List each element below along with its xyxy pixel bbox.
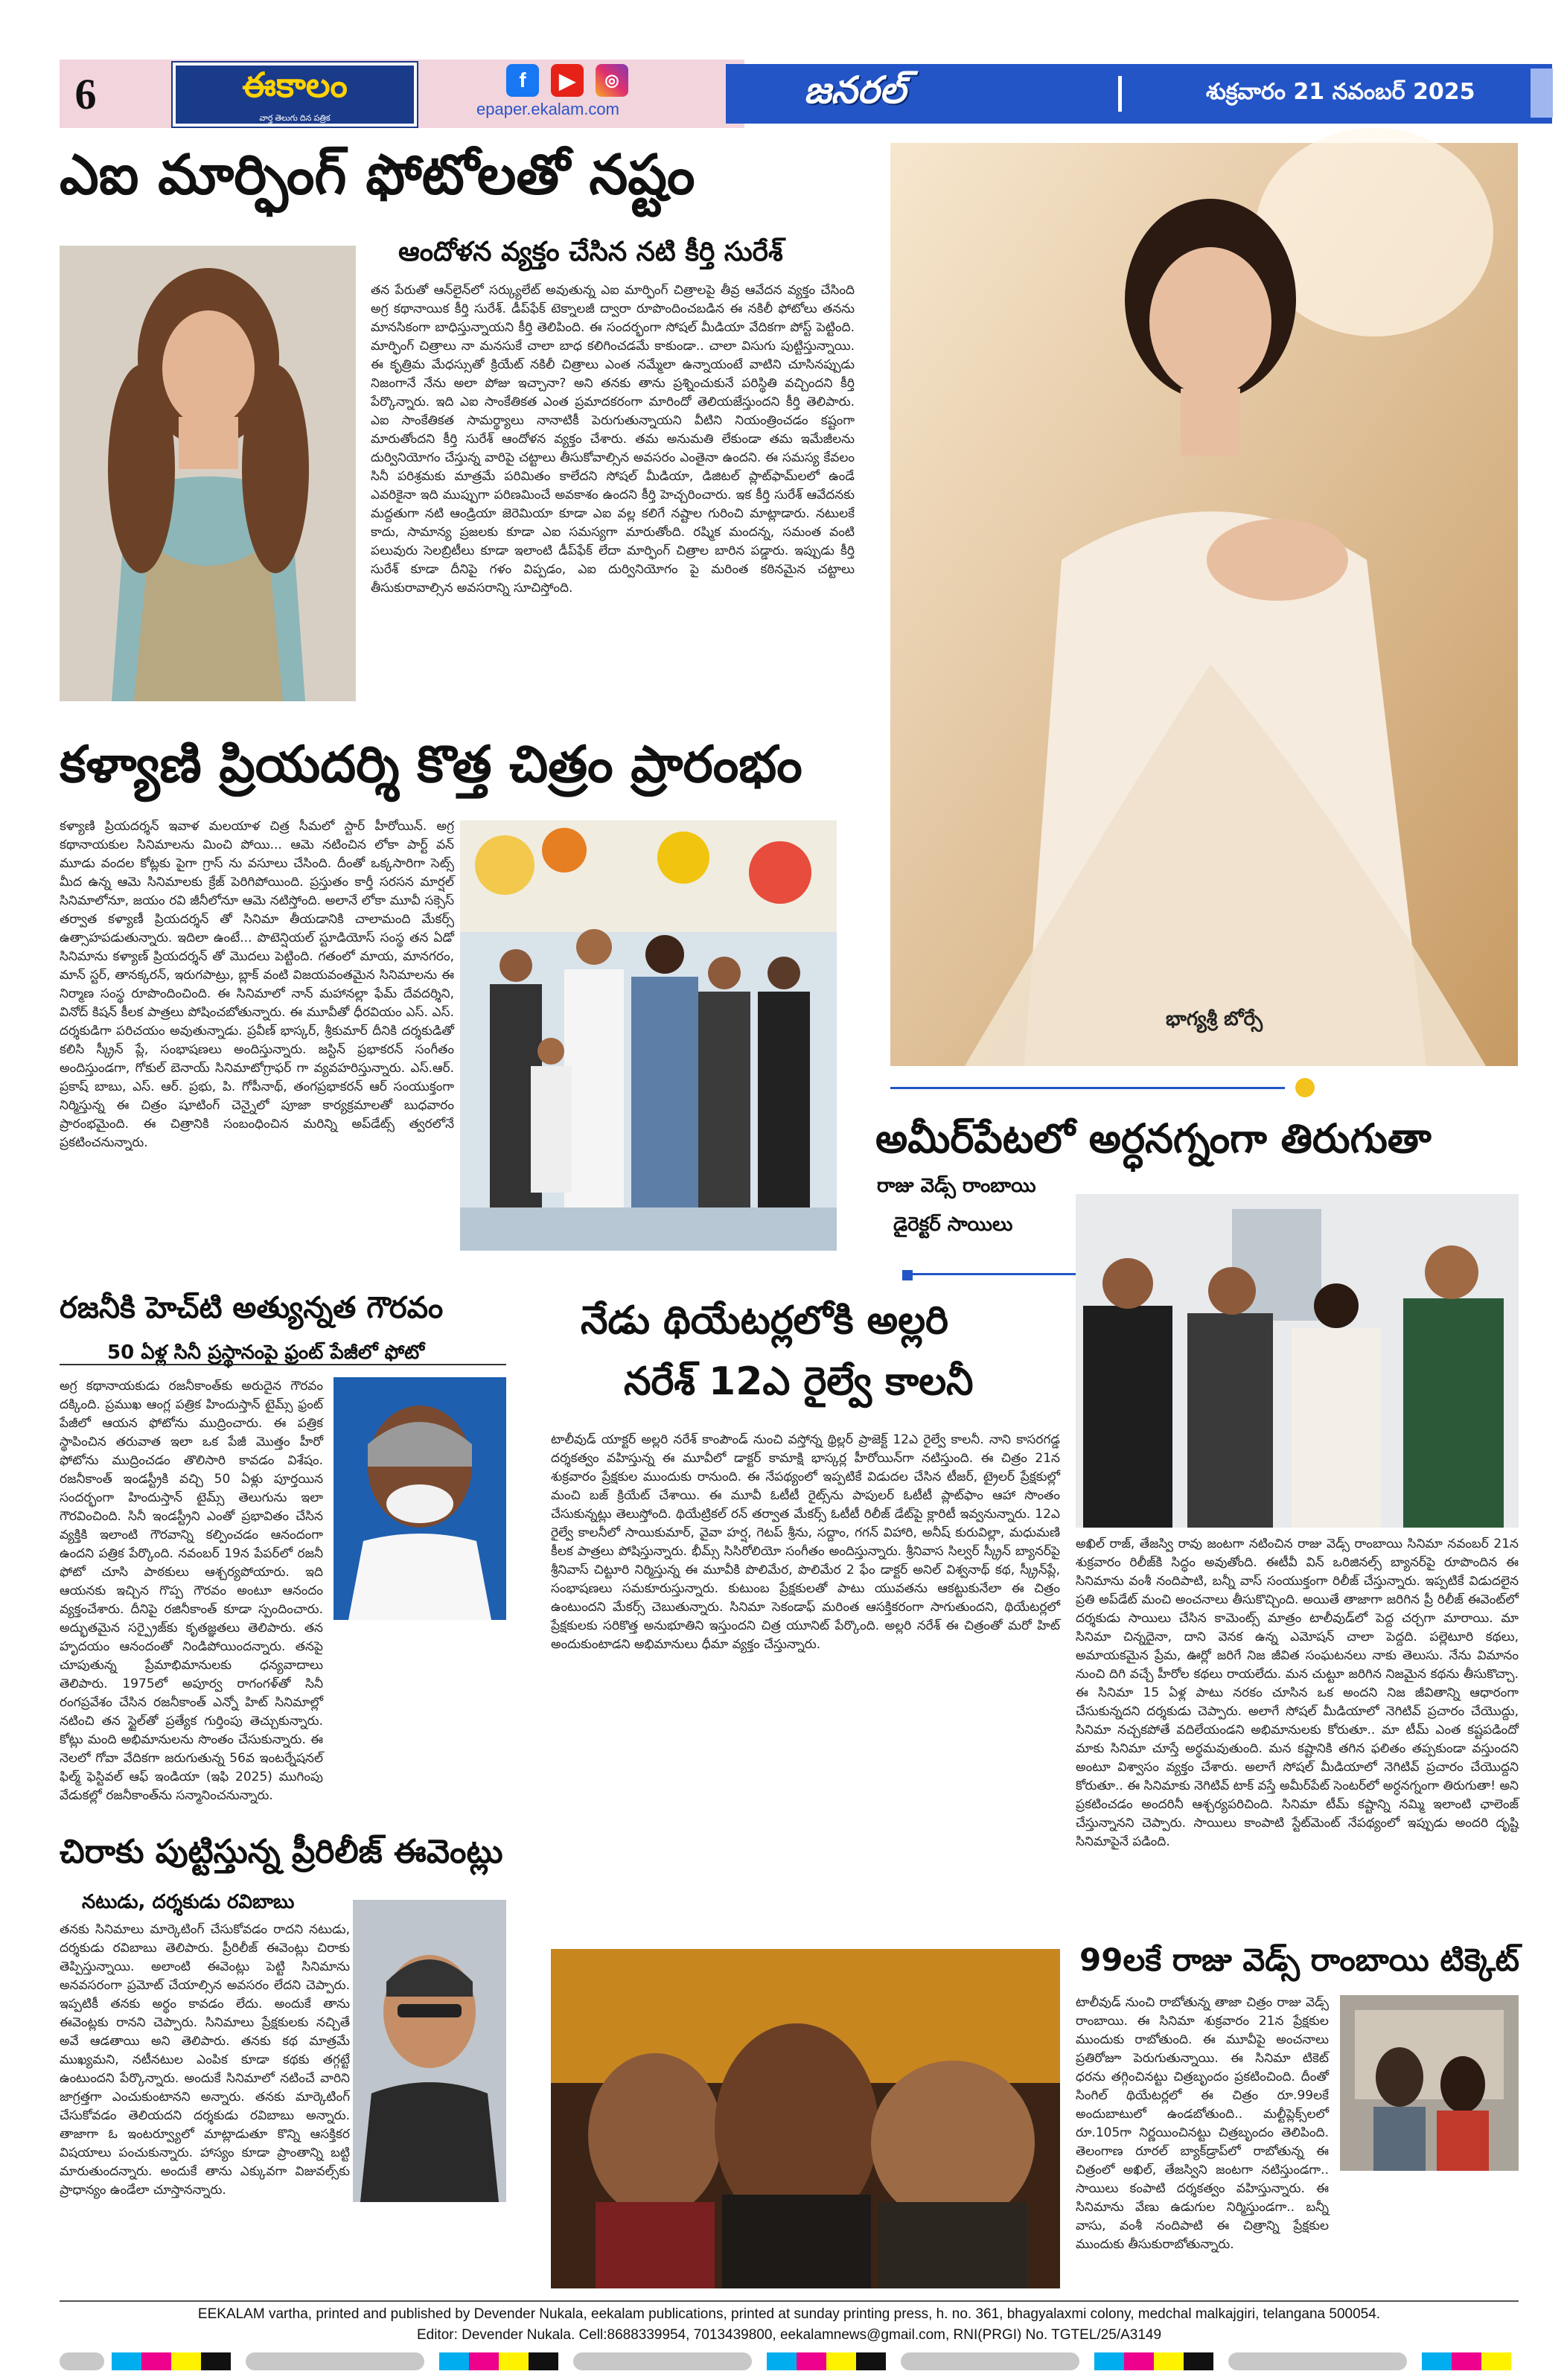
keerthy-suresh-photo: [60, 246, 356, 701]
section-divider: [890, 1087, 1285, 1089]
logo-text: ఈకాలం: [242, 65, 348, 104]
instagram-icon[interactable]: ◎: [596, 64, 628, 97]
article1-headline: ఎఐ మార్ఫింగ్ ఫోటోలతో నష్టం: [60, 143, 695, 207]
color-swatch-yellow: [171, 2352, 201, 2370]
color-swatch-yellow: [1154, 2352, 1184, 2370]
registration-bar: [1228, 2352, 1407, 2370]
article3-byline-1: రాజు వెడ్స్ రాంబాయి: [877, 1175, 1036, 1197]
article4-body-part1: అగ్ర కథానాయకుడు రజనీకాంత్‌కు అరుదైన గౌరవం దక్కింది. ప్రముఖ ఆంగ్ల పత్రిక హిందుస్తాన్ టైమ్స్ ఫ్రంట్ పేజీలో ఆయన ఫోటోను ముద్రించారు. ఈ పత్రిక స్థాపించిన తరువాత ఇలా ఒక పేజీ మొత్తం హీరో ఫోటోను ముద్రించడం తొలిసారి కావడం విశేషం. రజనీకాంత్ ఇండస్ట్రీకి వచ్చి 50 ఏళ్లు పూర్తయిన సందర్భంగా హిందుస్తాన్ టైమ్స్ తెలుగును ఇలా గౌరవించింది. సినీ ఇండస్ట్రీని ఎంతో ప్రభావితం చేసిన వ్యక్తికి ఇలాంటి గౌరవాన్ని కల్పించడం ఆనందంగా ఉందని పత్రిక పేర్కొంది. నవంబర్ 19న పేపర్‌లో రజనీ ఫోటో చూసి పాఠకులు ఆశ్చర్యపోయారు. ఇది ఆయనకు ఇచ్చిన గొప్ప గౌరవం అంటూ ఆనందం వ్యక్తంచేశారు. దీనిపై రజినీకాంత్ కూడా స్పందించారు. అద్భుతమైన సర్ప్రైజ్‌కు కృతజ్ఞతలు తెలిపారు. తన హృదయం ఆనందంతో నిండిపోయిందన్నారు. తనపై చూపుతున్న ప్రేమాభిమానులకు ధన్యవాదాలు తెలిపారు. 1975లో అపూర్వ రాగంగళ్‌తో సినీ రంగప్రవేశం చేసిన రజనీకాంత్ ఎన్నో హిట్ సినిమాల్లో నటించి తన స్టైల్‌తో ప్రత్యేక గుర్తింపు తెచ్చుకున్నారు. కోట్లు మంది అభిమానులను సొంతం చేసుకున్నారు. ఈ నెలలో గోవా వేదికగా జరుగుతున్న 56వ ఇంటర్నేషనల్ ఫిల్మ్ ఫెస్టివల్ ఆఫ్ ఇండియా (ఇఫి 2025) ముగింపు వేడుకల్లో రజనీకాంత్‌ను సన్మానించనున్నారు.: [60, 1379, 323, 1803]
footer-imprint: EEKALAM vartha, printed and published by Devender Nukala, eekalam publications, printed at sunday printing press, h. no. 361, bhagyalaxmi colony, medchal malkajgiri, telangana 500054.: [197, 2306, 1381, 2322]
color-swatch-magenta: [469, 2352, 499, 2370]
masthead-tab: [1531, 68, 1553, 118]
color-swatch-cyan: [1094, 2352, 1124, 2370]
footer-rule: [60, 2300, 1519, 2302]
facebook-icon[interactable]: f: [506, 64, 539, 97]
article3-body: అఖిల్ రాజ్, తేజస్వి రావు జంటగా నటించిన రాజు వెడ్స్ రాంబాయి సినిమా నవంబర్ 21న శుక్రవారం రిలీజ్‌కి సిద్ధం అవుతోంది. ఈటీవీ విన్ ఒరిజినల్స్ బ్యానర్‌పై రూపొందిన ఈ సినిమాను వంశీ నందిపాటి, బన్నీ వాస్ సంయుక్తంగా రిలీజ్ చేస్తున్నారు. ఇప్పటికే విడుదలైన ప్రతి అప్‌డేట్ మంచి అంచనాలు తీసుకొచ్చింది. అయితే తాజాగా జరిగిన ప్రీ రిలీజ్ ఈవెంట్‌లో దర్శకుడు సాయిలు చేసిన కామెంట్స్ మాత్రం టాలీవుడ్‌లో పెద్ద చర్చగా మారాయి. మా సినిమా చిన్నదైనా, దాని వెనక ఉన్న ఎమోషన్ చాలా పెద్దది. పల్లెటూరి కథలు, అమాయకమైన ప్రేమ, ఊర్లో జరిగే నిజ జీవిత సంఘటనలు నాకు తెలుసు. నేను విమానం నుంచి దిగి వచ్చే హీరోల కథలు రాయలేదు. మన చుట్టూ జరిగిన నిజమైన కథను తీసుకొచ్చా. ఈ సినిమా 15 ఏళ్ల పాటు నరకం చూసిన ఒక అందని నిజ జీవితాన్ని ఆధారంగా చేసుకున్నదని దర్శకుడు చెప్పారు. అలాగే సోషల్ మీడియాలో నెగిటివ్ ప్రచారం చేయొద్దు, సినిమా నచ్చకపోతే వదిలేయండని అభిమానులకు కోరుతూ.. మా టీమ్ ఎంత కష్టపడిందో మాకు సినిమా చూస్తే అర్థమవుతుంది. మన కష్టానికి తగిన ఫలితం తప్పకుండా వస్తుందని అంటూ విశ్వాసం వ్యక్తం చేశారు. అలాగే సోషల్ మీడియాలో నెగిటివ్ ప్రచారం చేయొద్దని కోరుతూ.. ఈ సినిమాకు నెగిటివ్ టాక్ వస్తే అమీర్‌పేట్ సెంటర్‌లో అర్ధనగ్నంగా తిరుగుతా! అని ప్రకటించడం అందరినీ ఆశ్చర్యపరిచింది. సినిమా టీమ్ కష్టాన్ని నమ్మి ఇలాంటి ఛాలెంజ్ చేస్తున్నానని చెప్పారు. సాయిలు కాంపాటి స్టేట్‌మెంట్ నేపథ్యంలో ఇప్పుడు అందరి దృష్టి సినిమాపైనే పడింది.: [1076, 1537, 1519, 1849]
article3-byline-2: డైరెక్టర్ సాయిలు: [893, 1213, 1013, 1236]
color-swatch-magenta: [141, 2352, 171, 2370]
decorative-dot: [1295, 1078, 1315, 1097]
article2-headline: కళ్యాణి ప్రియదర్శి కొత్త చిత్రం ప్రారంభం: [60, 736, 802, 794]
color-swatch-cyan: [767, 2352, 797, 2370]
article4-subheadline: 50 ఏళ్ల సినీ ప్రస్థానంపై ఫ్రంట్ పేజీలో ఫోటో: [107, 1341, 425, 1364]
color-swatch-cyan: [439, 2352, 469, 2370]
color-swatch-yellow: [1481, 2352, 1511, 2370]
youtube-icon[interactable]: ▶: [551, 64, 584, 97]
newspaper-logo[interactable]: [173, 63, 417, 127]
color-swatch-black: [201, 2352, 231, 2370]
12a-railway-colony-poster: [551, 1949, 1060, 2288]
kalyani-launch-photo: [460, 820, 837, 1251]
article6-subheadline: నటుడు, దర్శకుడు రవిబాబు: [82, 1891, 295, 1913]
article1-subheadline: ఆందోళన వ్యక్తం చేసిన నటి కీర్తి సురేశ్: [398, 237, 783, 267]
bhagyashri-borse-photo: [890, 143, 1518, 1066]
article4-headline: రజనీకి హెచ్‌టి అత్యున్నత గౌరవం: [60, 1291, 444, 1325]
color-swatch-magenta: [1452, 2352, 1481, 2370]
color-swatch-yellow: [826, 2352, 856, 2370]
article7-body: టాలీవుడ్ నుంచి రాబోతున్న తాజా చిత్రం రాజు వెడ్స్ రాంబాయి. ఈ సినిమా శుక్రవారం 21న ప్రేక్షకుల ముందుకు రాబోతుంది. ఈ మూవీపై అంచనాలు ప్రతిరోజూ పెరుగుతున్నాయి. ఈ సినిమా టికెట్ ధరను తగ్గించినట్టు చిత్రబృందం ప్రకటించింది. దీంతో సింగిల్ థియేటర్లలో ఈ చిత్రం రూ.99లకే అందుబాటులో ఉండబోతుంది.. మల్టీప్లెక్స్‌లలో రూ.105గా నిర్ణయించినట్టు చిత్రబృందం తెలిపింది. తెలంగాణ రూరల్ బ్యాక్‌డ్రాప్‌లో రాబోతున్న ఈ చిత్రంలో అఖిల్, తేజస్విని జంటగా నటిస్తుండగా.. సాయిలు కంపాటి దర్శకత్వం వహిస్తున్నారు. ఈ సినిమాను వేణు ఉడుగుల నిర్మిస్తుండగా.. బన్నీ వాసు, వంశీ నందిపాటి ఈ చిత్రాన్ని ప్రేక్షకుల ముందుకు తీసుకురాబోతున్నారు.: [1076, 1995, 1329, 2252]
registration-bar: [901, 2352, 1079, 2370]
article6-headline: చిరాకు పుట్టిస్తున్న ప్రీరిలీజ్ ఈవెంట్లు: [60, 1833, 503, 1871]
bhagyashri-caption: భాగ్యశ్రీ బోర్సే: [1166, 1008, 1263, 1030]
masthead-divider: [1118, 76, 1122, 112]
article3-headline: అమీర్‌పేటలో అర్ధనగ్నంగా తిరుగుతా: [875, 1115, 1432, 1162]
color-swatch-black: [856, 2352, 886, 2370]
subheadline-rule: [60, 1364, 506, 1365]
color-swatch-cyan: [112, 2352, 141, 2370]
ravibabu-photo: [353, 1900, 506, 2202]
issue-date: శుక్రవారం 21 నవంబర్ 2025: [1206, 79, 1475, 105]
epaper-link[interactable]: epaper.ekalam.com: [476, 100, 619, 118]
color-swatch-cyan: [1422, 2352, 1452, 2370]
color-swatch-black: [529, 2352, 558, 2370]
color-swatch-black: [1184, 2352, 1213, 2370]
color-swatch-magenta: [1124, 2352, 1154, 2370]
page-number: 6: [74, 69, 97, 118]
registration-bar: [573, 2352, 752, 2370]
article4-body-part2: [60, 1630, 506, 1824]
article7-headline: 99లకే రాజు వెడ్స్ రాంబాయి టిక్కెట్: [1079, 1942, 1520, 1978]
color-swatch-yellow: [499, 2352, 529, 2370]
article5-body: టాలీవుడ్ యాక్టర్ అల్లరి నరేశ్ కాంపౌండ్ నుంచి వస్తోన్న థ్రిల్లర్ ప్రాజెక్ట్ 12ఎ రైల్వే కాలనీ. నాని కాసరగడ్డ దర్శకత్వం వహిస్తున్న ఈ మూవీలో డాక్టర్ కామాక్షి భాస్కర్ల హీరోయిన్‌గా నటిస్తుంది. ఈ చిత్రం 21న శుక్రవారం ప్రేక్షకుల ముందుకు రానుంది. ఈ నేపథ్యంలో ఇప్పటికే విడుదల చేసిన టీజర్, ట్రైలర్ ప్రేక్షకుల్లో మంచి బజ్ క్రియేట్ చేశాయి. ఈ మూవీ ఓటీటీ రైట్స్‌ను పాపులర్ ఓటీటీ ప్లాట్‌ఫాం ఆహా సొంతం చేసుకున్నట్లు తెలుస్తోంది. థియేట్రికల్ రన్ తర్వాత మేకర్స్ ఓటీటీ రిలీజ్ డేట్‌పై క్లారిటీ ఇవ్వనున్నారు. 12ఎ రైల్వే కాలనీలో సాయికుమార్, వైవా హర్ష, గెటప్ శ్రీను, సద్దాం, గగన్ విహారి, అనీష్ కురువిల్లా, మధుమణి కీలక పాత్రలు పోషిస్తున్నారు. భీమ్స్ సిసిరోలియో సంగీతం అందిస్తున్నారు. శ్రీనివాస సిల్వర్ స్క్రీన్ బ్యానర్‌పై శ్రీనివాస్ చిట్టూరి నిర్మిస్తున్న ఈ మూవీకి పొలిమేర, పొలిమేర 2 ఫేం డాక్టర్ అనిల్ విశ్వనాథ్ కథ, స్క్రీన్‌ప్లే, సంభాషణలు సమకూరుస్తున్నారు. కుటుంబ ప్రేక్షకులతో పాటు యువతను ఆకట్టుకునేలా ఈ చిత్రం ఉంటుందని మేకర్స్ చెబుతున్నారు. సినిమా సెకండాఫ్ మరింత ఆసక్తికరంగా సాగుతుందని, థియేటర్లలో ప్రేక్షకులకు సరికొత్త అనుభూతిని ఇస్తుందని చిత్ర యూనిట్ పేర్కొంది. అల్లరి నరేశ్ ఈ చిత్రంతో మరో హిట్ అందుకుంటాడని అభిమానులు ధీమా వ్యక్తం చేస్తున్నారు.: [551, 1432, 1060, 1652]
article5-headline-line2: నరేశ్ 12ఎ రైల్వే కాలనీ: [624, 1359, 974, 1404]
color-swatch-magenta: [797, 2352, 826, 2370]
article5-headline-line1: నేడు థియేటర్లలోకి అల్లరి: [581, 1298, 948, 1343]
section-title: జనరల్: [804, 68, 906, 112]
raju-weds-rambai-still-photo: [1340, 1995, 1519, 2171]
registration-bar: [60, 2352, 104, 2370]
article2-body: కళ్యాణి ప్రియదర్శన్ ఇవాళ మలయాళ చిత్ర సీమలో స్టార్ హీరోయిన్. అగ్ర కథానాయకుల సినిమాలను మించి పోయి... ఆమె నటించిన లోకా పార్ట్ వన్ మూడు వందల కోట్లకు పైగా గ్రాస్ ను వసూలు చేసింది. దీంతో ఒక్కసారిగా సెట్స్ మీద ఉన్న ఆమె సినిమాలకు క్రేజ్ పెరిగిపోయింది. ప్రస్తుతం కార్తీ సరసన మార్షల్ సినిమాలోనూ, జయం రవి జీనీలోనూ ఆమె నటిస్తోంది. అలానే లోకా మూవీ సక్సెస్ తర్వాత కళ్యాణీ ప్రియదర్శన్ తో సినిమా తీయడానికి చాలామంది మేకర్స్ ఉత్సాహపడుతున్నారు. ఇదిలా ఉంటే... పొటెన్షియల్ స్టూడియోస్ సంస్థ తన ఏడో సినిమాను కళ్యాణ్ ప్రియదర్శన్ తో మొదలు పెట్టింది. గతంలో మాయ, మానగరం, మాన్ స్టర్, తానక్కరన్, ఇరుగపాట్రు, బ్లాక్ వంటి విజయవంతమైన సినిమాలను ఈ నిర్మాణ సంస్థ రూపొందించింది. ఈ సినిమాలో నాన్ మహానల్లా ఫేమ్ దేవదర్శిని, వినోద్ కిషన్ కీలక పాత్రలు పోషించబోతున్నారు. ఈ మూవీతో ధీరవియం ఎస్. ఎస్. దర్శకుడిగా పరిచయం అవుతున్నాడు. ప్రవీణ్ భాస్కర్, శ్రీకుమార్ దీనికి దర్శకుడితో కలిసి స్క్రీన్ ప్లే, సంభాషణలు అందిస్తున్నారు. జస్టిన్ ప్రభాకరన్ సంగీతం అందిస్తుండగా, గోకుల్ బెనాయ్ సినిమాటోగ్రాఫర్ గా వ్యవహరిస్తున్నారు. ఎస్.ఆర్. ప్రకాష్ బాబు, ఎస్. ఆర్. ప్రభు, పి. గోపీనాథ్, తంగప్రభాకరన్ ఆర్ సంయుక్తంగా నిర్మిస్తున్న ఈ చిత్రం షూటింగ్ చెన్నైలో పూజా కార్యక్రమాలతో బుధవారం ప్రారంభమైంది. ఈ చిత్రానికి సంబంధించిన మరిన్ని అప్‌డేట్స్ త్వరలోనే ప్రకటించనున్నారు.: [60, 819, 454, 1150]
logo-tagline: వార్త తెలుగు దిన పత్రిక: [259, 113, 331, 123]
raju-weds-rambai-team-photo: [1076, 1194, 1519, 1528]
registration-bar: [246, 2352, 424, 2370]
decorative-square: [902, 1270, 913, 1280]
rajinikanth-photo: [333, 1377, 506, 1620]
article6-body-part2: [60, 2205, 506, 2294]
article1-body: తన పేరుతో ఆన్‌లైన్‌లో సర్క్యులేట్ అవుతున్న ఎఐ మార్ఫింగ్ చిత్రాలపై తీవ్ర ఆవేదన వ్యక్తం చేసింది అగ్ర కథానాయిక కీర్తి సురేశ్. డీప్‌ఫేక్ టెక్నాలజీ ద్వారా రూపొందించబడిన ఈ నకిలీ ఫోటోలు తనను మానసికంగా బాధిస్తున్నాయని కీర్తి తెలిపింది. ఈ సందర్భంగా సోషల్ మీడియా వేదికగా పోస్ట్ పెట్టింది. మార్ఫింగ్ చిత్రాలు నా మనసుకే చాలా బాధ కలిగించడమే కాకుండా.. చాలా విసుగు పుట్టిస్తున్నాయి. ఈ కృత్రిమ మేధస్సుతో క్రియేట్ నకిలీ చిత్రాలు ఎంత నమ్మేలా ఉన్నాయంటే వాటిని చూసినప్పుడు నిజంగానే నేను అలా పోజు ఇచ్చానా? అని తనకు తాను ప్రశ్నించుకునే పరిస్థితి వచ్చిందని కీర్తి పేర్కొన్నారు. ఇది ఎఐ సాంకేతికత ఎంత ప్రమాదకరంగా మారిందో తెలియజేస్తుందని కీర్తి తెలిపారు. ఎఐ సాంకేతికత సామర్థ్యాలు నానాటికీ పెరుగుతున్నాయని వీటిని నియంత్రించడం కష్టంగా మారుతోందని కీర్తి సురేశ్ ఆందోళన వ్యక్తం చేశారు. తమ అనుమతి లేకుండా తమ ఇమేజీలను దుర్వినియోగం చేస్తున్న వారిపై చట్టాలు తీసుకోవాల్సిన అవసరం ఎంతైనా ఉందని. ఈ సమస్య కేవలం సినీ పరిశ్రమకు మాత్రమే పరిమితం కాలేదని సోషల్ మీడియా, డిజిటల్ ప్లాట్‌ఫామ్‌లలో ఉండే ఎవరికైనా ఇది ముప్పుగా పరిణమించే అవకాశం ఉందని కీర్తి హెచ్చరించారు. ఇక కీర్తి సురేశ్ ఆవేదనకు మద్దతుగా నటి ఆండ్రియా జెరెమియా కూడా ఎఐ వల్ల కలిగే నష్టాల గురించి మాట్లాడారు. నటులకే కాదు, సామాన్య ప్రజలకు కూడా ఎఐ సమస్యగా మారుతోంది. రష్మిక మందన్న, సమంత వంటి పలువురు సెలబ్రిటీలు కూడా ఇలాంటి డీప్‌ఫేక్ లేదా మార్ఫింగ్ చిత్రాల బారిన పడ్డారు. ఇప్పుడు కీర్తి సురేశ్ కూడా దీనిపై గళం విప్పడం, ఎఐ దుర్వినియోగం పై మరింత కఠినమైన చట్టాలు తీసుకురావాల్సిన అవసరాన్ని సూచిస్తోంది.: [371, 283, 855, 596]
article6-body-part1: తనకు సినిమాలు మార్కెటింగ్ చేసుకోవడం రాదని నటుడు, దర్శకుడు రవిబాబు తెలిపారు. ప్రీరిలీజ్ ఈవెంట్లు చిరాకు తెప్పిస్తున్నాయి. అలాంటి ఈవెంట్లు పెట్టి సినిమాను అనవసరంగా ప్రమోట్ చేయాల్సిన అవసరం లేదని చెప్పారు. ఇప్పటికీ తనకు అర్థం కావడం లేదు. అందుకే తాను ఈవెంట్లకు రానని చెప్పారు. సినిమాలు ప్రేక్షకులకు నచ్చితే అవే ఆడతాయి అని తెలిపారు. తనకు కథ మాత్రమే ముఖ్యమని, నటీనటుల ఎంపిక కూడా కథకు తగ్గట్టే ఉంటుందని పేర్కొన్నారు. అందుకే సినిమాలో నటించే వారిని జాగ్రత్తగా ఎంచుకుంటానని అన్నారు. తనకు మార్కెటింగ్ చేసుకోవడం తెలియదని దర్శకుడు రవిబాబు అన్నారు. తాజాగా ఓ ఇంటర్వ్యూలో మాట్లాడుతూ కొన్ని ఆసక్తికర విషయాలు పంచుకున్నారు. హాస్యం కూడా ప్రాంతాన్ని బట్టి మారుతుందన్నారు. అందుకే తాను ఎక్కువగా విజువల్స్‌కు ప్రాధాన్యం ఉండేలా చూస్తానన్నారు.: [60, 1922, 350, 2198]
footer-editor: Editor: Devender Nukala. Cell:8688339954, 7013439800, eekalamnews@gmail.com, RNI(PRGI) No. TGTEL/25/A3149: [416, 2327, 1162, 2343]
section-divider: [913, 1273, 1091, 1275]
